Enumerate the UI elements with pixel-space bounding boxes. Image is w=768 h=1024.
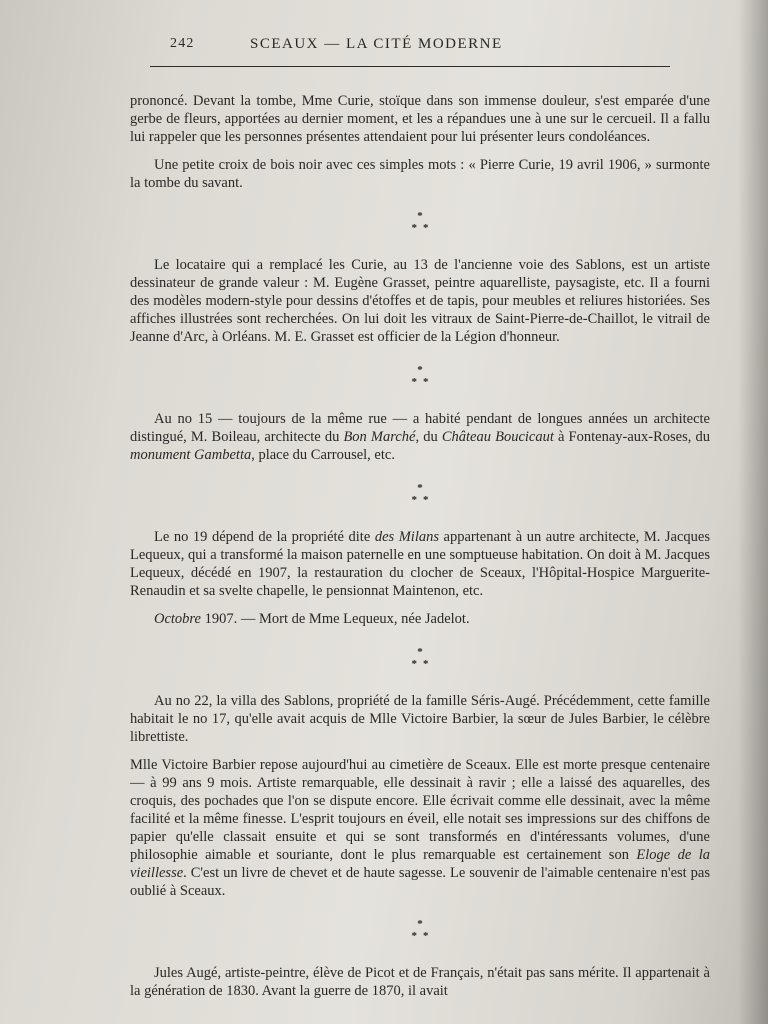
paragraph: prononcé. Devant la tombe, Mme Curie, stoïque dans son immense douleur, s'est emparée d'une gerbe de fleurs, apportées au dernier moment, et les a répandues une à une sur le cercueil. Il a fallu lui rappeler que les personnes présentes attendaient pour lui présenter leurs condoléances.: [130, 93, 710, 145]
asterism-separator: * **: [411, 210, 435, 234]
header-rule: [150, 66, 670, 67]
asterism-separator: * **: [411, 646, 435, 670]
paragraph: Au no 22, la villa des Sablons, propriété de la famille Séris-Augé. Précédemment, cette famille habitait le no 17, qu'elle avait acquis de Mlle Victoire Barbier, la sœur de Jules Barbier, le célèbre librettiste.: [130, 693, 710, 745]
asterism-separator: * **: [411, 364, 435, 388]
asterism-separator: * **: [411, 482, 435, 506]
page-header: [150, 36, 670, 60]
paragraph: Mlle Victoire Barbier repose aujourd'hui au cimetière de Sceaux. Elle est morte presque centenaire — à 99 ans 9 mois. Artiste remarquable, elle dessinait à ravir ; elle a laissé des aquarelles, des croquis, des pochades que l'on se dispute encore. Elle écrivait comme elle dessinait, avec la même facilité et la même finesse. L'esprit toujours en éveil, elle notait ses impressions sur des chiffons de papier qu'elle classait ensuite et qui se sont transformés en d'intéressants volumes, d'une philosophie aimable et souriante, dont le plus remarquable est certainement son Eloge de la vieillesse. C'est un livre de chevet et de haute sagesse. Le souvenir de l'aimable centenaire n'est pas oublié à Sceaux.: [130, 757, 710, 899]
paragraph: Le no 19 dépend de la propriété dite des Milans appartenant à un autre architecte, M. Jacques Lequeux, qui a transformé la maison paternelle en une somptueuse habitation. On doit à M. Jacques Lequeux, décédé en 1907, la restauration du clocher de Sceaux, l'Hôpital-Hospice Marguerite-Renaudin et sa svelte chapelle, le pensionnat Maintenon, etc.: [130, 529, 710, 599]
page-number: 242: [170, 36, 195, 51]
paragraph: Au no 15 — toujours de la même rue — a habité pendant de longues années un architecte distingué, M. Boileau, architecte du Bon Marché, du Château Boucicaut à Fontenay-aux-Roses, du monument Gambetta, place du Carrousel, etc.: [130, 411, 710, 463]
paragraph: Octobre 1907. — Mort de Mme Lequeux, née Jadelot.: [154, 611, 470, 627]
paragraph: Jules Augé, artiste-peintre, élève de Picot et de Français, n'était pas sans mérite. Il appartenait à la génération de 1830. Avant la guerre de 1870, il avait: [130, 965, 710, 999]
running-head: SCEAUX — LA CITÉ MODERNE: [250, 36, 503, 52]
page-edge-shadow: [738, 0, 768, 1024]
paragraph: Une petite croix de bois noir avec ces simples mots : « Pierre Curie, 19 avril 1906, » surmonte la tombe du savant.: [130, 157, 710, 191]
body-text: [130, 92, 710, 1010]
paragraph: Le locataire qui a remplacé les Curie, au 13 de l'ancienne voie des Sablons, est un artiste dessinateur de grande valeur : M. Eugène Grasset, peintre aquarelliste, paysagiste, etc. Il a fourni des modèles modern-style pour dessins d'étoffes et de tapis, pour meubles et reliures historiées. Ses affiches illustrées sont recherchées. On lui doit les vitraux de Saint-Pierre-de-Chaillot, le vitrail de Jeanne d'Arc, à Orléans. M. E. Grasset est officier de la Légion d'honneur.: [130, 257, 710, 345]
asterism-separator: * **: [411, 918, 435, 942]
